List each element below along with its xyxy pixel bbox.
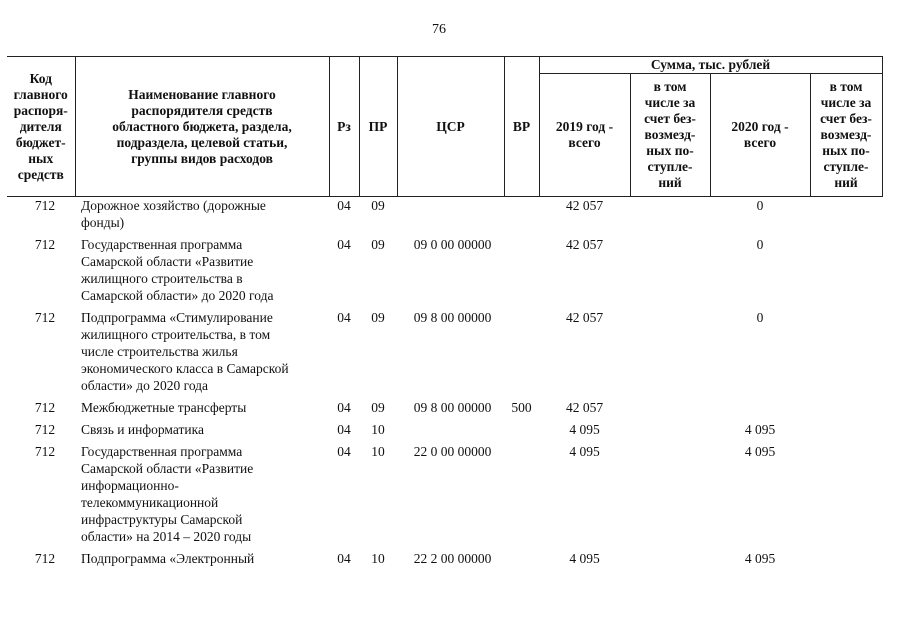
header-rz: Рз: [329, 57, 359, 197]
cell-pr: 09: [371, 400, 385, 415]
cell-name: Государственная программа Самарской области «Развитие жилищного строительства в Самарской области» до 2020 года: [81, 237, 274, 303]
cell-2020-total: 0: [756, 198, 764, 213]
header-name: Наименование главного распорядителя средств областного бюджета, раздела, подраздела, целевой статьи, группы видов расходов: [75, 57, 329, 197]
cell-vr: [504, 236, 539, 309]
cell-2019-free: [630, 399, 710, 421]
cell-rz: 04: [337, 237, 351, 252]
cell-name: Связь и информатика: [81, 422, 204, 437]
cell-csr: 22 2 00 00000: [413, 551, 492, 566]
cell-pr: 09: [371, 310, 385, 325]
cell-2020-total: 4 095: [744, 444, 776, 459]
cell-2020-total: 0: [756, 237, 764, 252]
table-row: [7, 309, 882, 399]
cell-csr: 09 8 00 00000: [413, 400, 492, 415]
cell-vr: 500: [511, 400, 532, 415]
header-vr: ВР: [504, 57, 539, 197]
table-row: [7, 197, 882, 237]
cell-pr: 10: [371, 422, 385, 437]
cell-vr: [504, 421, 539, 443]
cell-2020-free: [810, 197, 882, 237]
cell-2019-total: 42 057: [565, 400, 604, 415]
cell-vr: [504, 309, 539, 399]
cell-pr: 10: [371, 551, 385, 566]
budget-table: [7, 56, 883, 572]
cell-2020-total: 4 095: [744, 422, 776, 437]
cell-2019-free: [630, 309, 710, 399]
header-2020-total: 2020 год - всего: [710, 74, 810, 197]
header-pr: ПР: [359, 57, 397, 197]
table-row: [7, 421, 882, 443]
cell-2020-total: 0: [756, 310, 764, 325]
cell-pr: 09: [371, 237, 385, 252]
cell-2020-total: 4 095: [744, 551, 776, 566]
cell-name: Дорожное хозяйство (дорожные фонды): [81, 198, 266, 230]
cell-2020-free: [810, 236, 882, 309]
table-body: [7, 197, 882, 573]
header-sum-group: Сумма, тыс. рублей: [539, 57, 882, 74]
cell-rz: 04: [337, 310, 351, 325]
cell-vr: [504, 550, 539, 572]
cell-vr: [504, 443, 539, 550]
cell-code: 712: [34, 444, 56, 459]
cell-2019-total: 42 057: [565, 237, 604, 252]
cell-2019-total: 4 095: [569, 551, 600, 566]
cell-name: Подпрограмма «Электронный: [81, 551, 255, 566]
cell-2019-total: 42 057: [565, 198, 604, 213]
cell-name: Государственная программа Самарской области «Развитие информационно- телекоммуникационной инфраструктуры Самарской области» на 2014 – 2020 годы: [81, 444, 254, 544]
cell-code: 712: [34, 422, 56, 437]
header-2020-free: в том числе за счет без- возмезд- ных по- ступле- ний: [810, 74, 882, 197]
cell-vr: [504, 197, 539, 237]
cell-csr: [397, 421, 504, 443]
cell-2020-free: [810, 309, 882, 399]
cell-rz: 04: [337, 422, 351, 437]
cell-2020-free: [810, 399, 882, 421]
cell-2020-free: [810, 421, 882, 443]
cell-code: 712: [34, 237, 56, 252]
cell-2019-free: [630, 443, 710, 550]
cell-csr: 09 0 00 00000: [413, 237, 492, 252]
cell-pr: 09: [371, 198, 385, 213]
cell-code: 712: [34, 198, 56, 213]
cell-2019-total: 4 095: [569, 444, 600, 459]
cell-2019-free: [630, 197, 710, 237]
cell-rz: 04: [337, 444, 351, 459]
page-number: 76: [432, 22, 446, 37]
header-csr: ЦСР: [397, 57, 504, 197]
header-code: Код главного распоря- дителя бюджет- ных средств: [7, 57, 75, 197]
cell-2020-total: [710, 399, 810, 421]
table-row: [7, 550, 882, 572]
cell-code: 712: [34, 310, 56, 325]
cell-code: 712: [34, 400, 56, 415]
cell-2019-total: 4 095: [569, 422, 600, 437]
header-2019-free: в том числе за счет без- возмезд- ных по- ступле- ний: [630, 74, 710, 197]
cell-2020-free: [810, 550, 882, 572]
header-2019-total: 2019 год - всего: [539, 74, 630, 197]
cell-2019-free: [630, 236, 710, 309]
cell-code: 712: [34, 551, 56, 566]
cell-name: Межбюджетные трансферты: [81, 400, 247, 415]
cell-2019-free: [630, 550, 710, 572]
cell-csr: 09 8 00 00000: [413, 310, 492, 325]
table-header: [7, 57, 882, 197]
cell-2019-free: [630, 421, 710, 443]
cell-2020-free: [810, 443, 882, 550]
cell-pr: 10: [371, 444, 385, 459]
cell-csr: [397, 197, 504, 237]
cell-rz: 04: [337, 551, 351, 566]
table-row: [7, 443, 882, 550]
table-row: [7, 236, 882, 309]
cell-rz: 04: [337, 400, 351, 415]
cell-name: Подпрограмма «Стимулирование жилищного строительства, в том числе строительства жилья экономического класса в Самарской области» до 2020 года: [81, 310, 289, 393]
cell-rz: 04: [337, 198, 351, 213]
cell-2019-total: 42 057: [565, 310, 604, 325]
table-row: [7, 399, 882, 421]
cell-csr: 22 0 00 00000: [413, 444, 492, 459]
